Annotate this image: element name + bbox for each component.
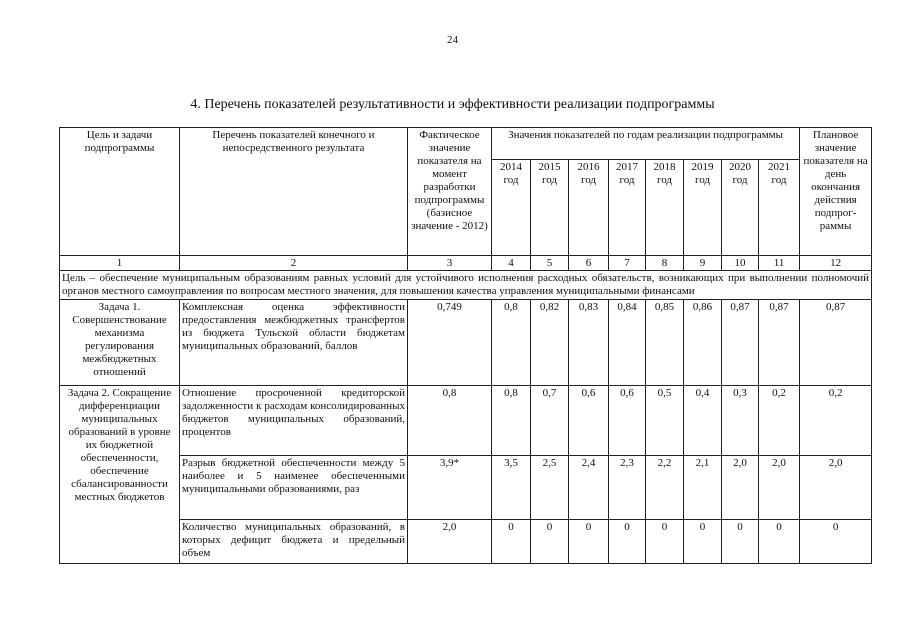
actual-value: 2,0 <box>408 520 492 564</box>
header-year: 2018 год <box>646 160 684 256</box>
task-label: Задача 1. Совершенствование механизма регулирования межбюджетных отношений <box>60 300 180 386</box>
header-year: 2016 год <box>569 160 609 256</box>
indicator-name: Количество муниципальных образований, в которых дефицит бюджета и предельный объем <box>180 520 408 564</box>
year-value: 0,82 <box>531 300 569 386</box>
column-number: 11 <box>759 256 800 271</box>
header-year: 2020 год <box>722 160 759 256</box>
header-year: 2015 год <box>531 160 569 256</box>
header-actual-value: Фактическое значение показателя на момент разработки подпрограммы (базисное значение - 2012) <box>408 128 492 256</box>
column-number-row <box>60 256 872 271</box>
header-indicator-list: Перечень показателей конечного и непосредственного результата <box>180 128 408 256</box>
plan-value: 0 <box>800 520 872 564</box>
column-number: 7 <box>609 256 646 271</box>
year-value: 0,8 <box>492 386 531 456</box>
year-value: 0 <box>722 520 759 564</box>
year-value: 2,4 <box>569 456 609 520</box>
year-value: 0,84 <box>609 300 646 386</box>
header-plan-value: Плановое значение показателя на день окончания действия подпрог- раммы <box>800 128 872 256</box>
year-value: 0,3 <box>722 386 759 456</box>
actual-value: 3,9* <box>408 456 492 520</box>
year-value: 0,6 <box>569 386 609 456</box>
actual-value: 0,8 <box>408 386 492 456</box>
year-value: 0,4 <box>684 386 722 456</box>
year-value: 0,8 <box>492 300 531 386</box>
column-number: 5 <box>531 256 569 271</box>
plan-value: 2,0 <box>800 456 872 520</box>
year-value: 0,87 <box>722 300 759 386</box>
plan-value: 0,87 <box>800 300 872 386</box>
column-number: 1 <box>60 256 180 271</box>
year-value: 0,83 <box>569 300 609 386</box>
actual-value: 0,749 <box>408 300 492 386</box>
table-row <box>60 456 872 520</box>
year-value: 3,5 <box>492 456 531 520</box>
column-number: 4 <box>492 256 531 271</box>
column-number: 10 <box>722 256 759 271</box>
header-years-group: Значения показателей по годам реализации подпрограммы <box>492 128 800 160</box>
year-value: 2,0 <box>759 456 800 520</box>
indicator-name: Отношение просроченной кредиторской задолженности к расходам консолидированных бюджетов муниципальных образований, процентов <box>180 386 408 456</box>
year-value: 0 <box>609 520 646 564</box>
table-row <box>60 300 872 386</box>
year-value: 0 <box>569 520 609 564</box>
year-value: 2,0 <box>722 456 759 520</box>
year-value: 0,85 <box>646 300 684 386</box>
year-value: 0,87 <box>759 300 800 386</box>
goal-row: Цель – обеспечение муниципальным образованиям равных условий для устойчивого исполнения расходных обязательств, возникающих при выполнении полномочий органов местного самоуправления по вопросам местного значения, для повышения качества управления муниципальными финансами <box>60 271 872 300</box>
year-value: 0,5 <box>646 386 684 456</box>
column-number: 3 <box>408 256 492 271</box>
indicator-name: Комплексная оценка эффективности предоставления межбюджетных трансфертов из бюджета Тульской области бюджетам муниципальных образований, баллов <box>180 300 408 386</box>
header-year: 2019 год <box>684 160 722 256</box>
year-value: 0 <box>492 520 531 564</box>
column-number: 9 <box>684 256 722 271</box>
column-number: 2 <box>180 256 408 271</box>
column-number: 12 <box>800 256 872 271</box>
header-year: 2017 год <box>609 160 646 256</box>
year-value: 2,2 <box>646 456 684 520</box>
indicator-name: Разрыв бюджетной обеспеченности между 5 наиболее и 5 наименее обеспеченными муниципальными образованиями, раз <box>180 456 408 520</box>
year-value: 2,5 <box>531 456 569 520</box>
year-value: 0 <box>759 520 800 564</box>
year-value: 0,6 <box>609 386 646 456</box>
task-label: Задача 2. Сокращение дифференциации муниципальных образований в уровне их бюджетной обеспеченности, обеспечение сбалансированности местных бюджетов <box>60 386 180 564</box>
year-value: 0,7 <box>531 386 569 456</box>
table-row <box>60 386 872 456</box>
section-title: 4. Перечень показателей результативности и эффективности реализации подпрограммы <box>190 97 715 112</box>
year-value: 0 <box>531 520 569 564</box>
year-value: 0 <box>646 520 684 564</box>
year-value: 2,3 <box>609 456 646 520</box>
year-value: 0,86 <box>684 300 722 386</box>
column-number: 6 <box>569 256 609 271</box>
year-value: 0,2 <box>759 386 800 456</box>
header-year: 2021 год <box>759 160 800 256</box>
header-goal: Цель и задачи подпрограммы <box>60 128 180 256</box>
indicators-table <box>59 127 872 564</box>
year-value: 2,1 <box>684 456 722 520</box>
column-number: 8 <box>646 256 684 271</box>
page-number: 24 <box>447 34 458 46</box>
header-year: 2014 год <box>492 160 531 256</box>
table-row <box>60 520 872 564</box>
year-value: 0 <box>684 520 722 564</box>
plan-value: 0,2 <box>800 386 872 456</box>
